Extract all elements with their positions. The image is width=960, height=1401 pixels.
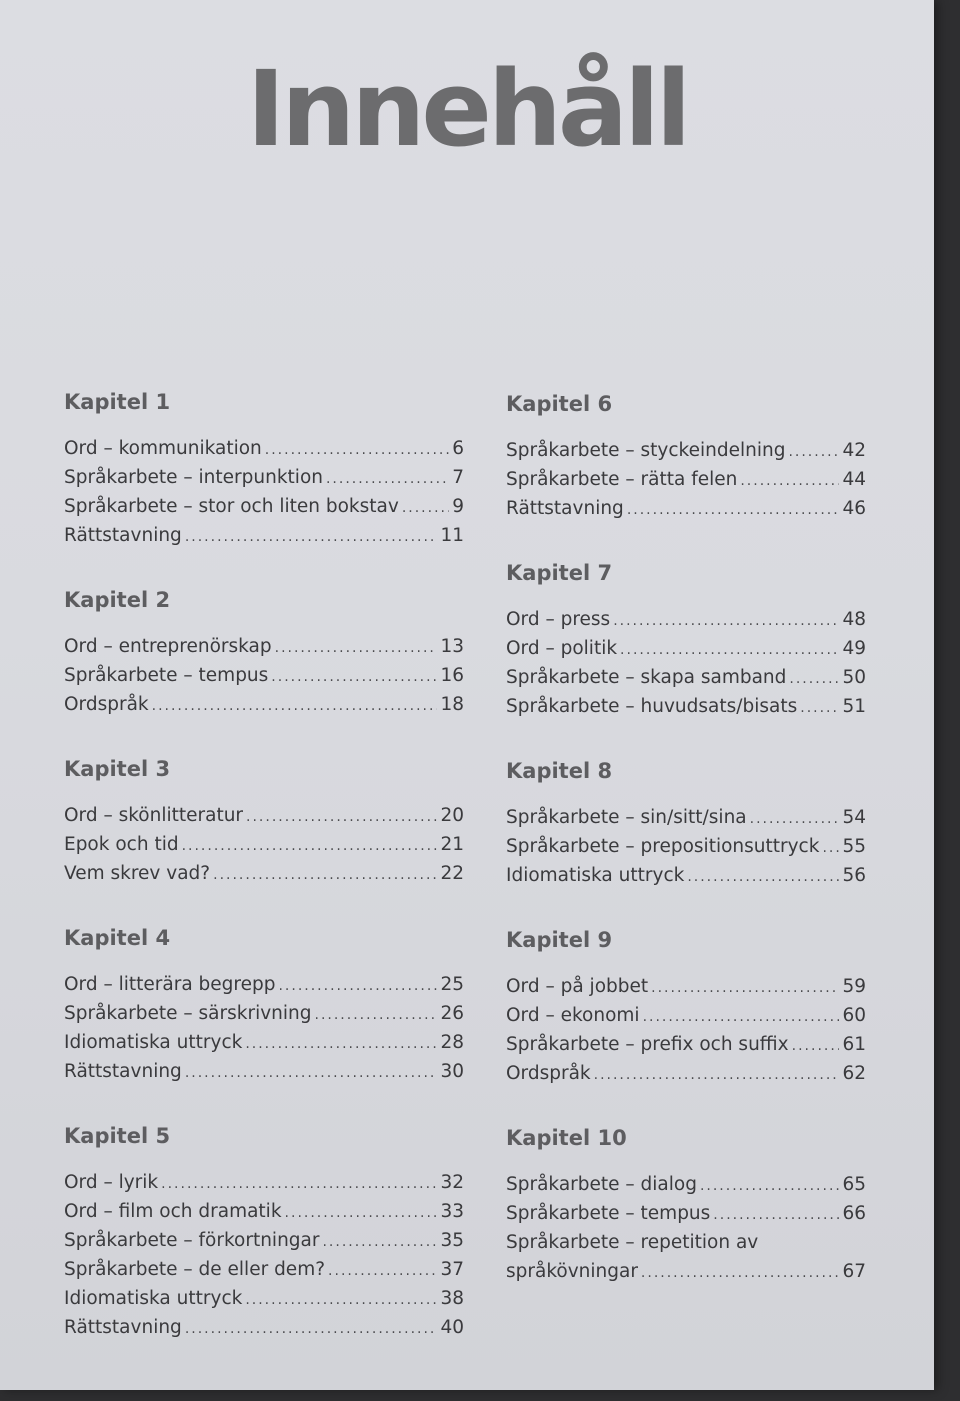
toc-entry-label: Ord – på jobbet (506, 976, 649, 997)
toc-entry-page-number: 32 (440, 1172, 464, 1193)
toc-entry-label: Vem skrev vad? (64, 863, 211, 884)
chapter-heading: Kapitel 10 (506, 1126, 627, 1150)
dot-leader (185, 1059, 438, 1088)
dot-leader (213, 861, 437, 890)
toc-entry (506, 465, 866, 494)
toc-entry-label: Ord – lyrik (64, 1172, 159, 1193)
chapter-section (64, 757, 464, 888)
dot-leader (322, 1228, 437, 1257)
toc-entry (506, 1059, 866, 1088)
chapter-heading: Kapitel 6 (506, 392, 613, 416)
dot-leader (245, 1286, 437, 1315)
toc-entry (64, 434, 464, 463)
toc-entry-page-number: 59 (842, 976, 866, 997)
chapter-section (64, 390, 464, 550)
toc-entry-page-number: 16 (440, 665, 464, 686)
toc-entry-label: Språkarbete – interpunktion (64, 467, 323, 488)
toc-entry (506, 663, 866, 692)
toc-entry-page-number: 56 (842, 865, 866, 886)
toc-entry-label: Ordspråk (64, 694, 149, 715)
toc-entry (64, 1168, 464, 1197)
toc-entry-page-number: 44 (842, 469, 866, 490)
toc-entry-page-number: 28 (440, 1032, 464, 1053)
toc-entry-page-number: 11 (440, 525, 464, 546)
toc-entry (64, 1284, 464, 1313)
page-title: Innehåll (246, 48, 688, 170)
toc-entry (506, 861, 866, 890)
toc-entry-label: Ord – politik (506, 638, 618, 659)
dot-leader (315, 1001, 438, 1030)
toc-entry-label: Ord – skönlitteratur (64, 805, 244, 826)
toc-entry-page-number: 6 (452, 438, 464, 459)
toc-entry (64, 830, 464, 859)
dot-leader (643, 1003, 840, 1032)
toc-entry-label: Ord – entreprenörskap (64, 636, 272, 657)
chapter-section (64, 1124, 464, 1342)
toc-entry (506, 1001, 866, 1030)
toc-entry-page-number: 13 (440, 636, 464, 657)
toc-entry (506, 1170, 866, 1199)
toc-entry (64, 859, 464, 888)
toc-entry-page-number: 38 (440, 1288, 464, 1309)
dot-leader (641, 1259, 840, 1288)
dot-leader (328, 1257, 437, 1286)
toc-column-right (506, 392, 866, 1324)
toc-entry-label: Språkarbete – styckeindelning (506, 440, 786, 461)
toc-entry (64, 1057, 464, 1086)
toc-entry-label: Språkarbete – rätta felen (506, 469, 738, 490)
dot-leader (713, 1201, 839, 1230)
toc-entry-page-number: 61 (842, 1034, 866, 1055)
chapter-section (506, 928, 866, 1088)
toc-entry-page-number: 46 (842, 498, 866, 519)
toc-entry (64, 463, 464, 492)
toc-entry (64, 1028, 464, 1057)
dot-leader (594, 1061, 840, 1090)
dot-leader (687, 863, 839, 892)
toc-entry-page-number: 30 (440, 1061, 464, 1082)
dot-leader (700, 1172, 840, 1201)
toc-entry-label: Språkarbete – huvudsats/bisats (506, 696, 798, 717)
toc-entry (506, 494, 866, 523)
toc-entry-page-number: 66 (842, 1203, 866, 1224)
toc-column-left (64, 390, 464, 1380)
toc-entry-label: Rättstavning (64, 1317, 182, 1338)
toc-entry-label: Ord – kommunikation (64, 438, 262, 459)
toc-entry (64, 801, 464, 830)
chapter-section (506, 1126, 866, 1286)
toc-entry-label: Språkarbete – sin/sitt/sina (506, 807, 747, 828)
toc-entry-label: Språkarbete – repetition av (506, 1232, 759, 1253)
chapter-section (64, 588, 464, 719)
toc-entry (506, 972, 866, 1001)
chapter-heading: Kapitel 8 (506, 759, 613, 783)
toc-entry-label: Ordspråk (506, 1063, 591, 1084)
toc-entry-page-number: 50 (842, 667, 866, 688)
toc-entry (64, 661, 464, 690)
toc-entry-page-number: 25 (440, 974, 464, 995)
toc-entry-page-number: 40 (440, 1317, 464, 1338)
toc-entry-label: Språkarbete – särskrivning (64, 1003, 312, 1024)
chapter-heading: Kapitel 7 (506, 561, 613, 585)
toc-entry-label: Epok och tid (64, 834, 179, 855)
dot-leader (161, 1170, 437, 1199)
chapter-heading: Kapitel 5 (64, 1124, 171, 1148)
toc-entry (64, 970, 464, 999)
dot-leader (265, 436, 449, 465)
toc-entry-label: Språkarbete – prefix och suffix (506, 1034, 789, 1055)
dot-leader (750, 805, 840, 834)
dot-leader (627, 496, 840, 525)
dot-leader (800, 694, 839, 723)
toc-entry-label: Språkarbete – dialog (506, 1174, 697, 1195)
toc-entry (64, 492, 464, 521)
toc-entry-label: Idiomatiska uttryck (64, 1288, 243, 1309)
toc-entry-page-number: 42 (842, 440, 866, 461)
toc-entry (506, 605, 866, 634)
toc-entry (64, 1197, 464, 1226)
chapter-heading: Kapitel 3 (64, 757, 171, 781)
dot-leader (275, 634, 438, 663)
dot-leader (278, 972, 437, 1001)
dot-leader (182, 832, 438, 861)
dot-leader (326, 465, 449, 494)
toc-entry-label: Språkarbete – tempus (64, 665, 269, 686)
dot-leader (185, 1315, 438, 1344)
toc-entry (64, 1255, 464, 1284)
toc-entry-label: Språkarbete – tempus (506, 1203, 711, 1224)
toc-entry-page-number: 60 (842, 1005, 866, 1026)
toc-entry-label: Rättstavning (64, 1061, 182, 1082)
toc-entry-label: Ord – press (506, 609, 611, 630)
toc-entry-page-number: 20 (440, 805, 464, 826)
toc-entry-label: Ord – ekonomi (506, 1005, 640, 1026)
toc-entry-label: Ord – film och dramatik (64, 1201, 282, 1222)
toc-entry (506, 1030, 866, 1059)
toc-entry-label: Ord – litterära begrepp (64, 974, 276, 995)
toc-entry-page-number: 49 (842, 638, 866, 659)
dot-leader (271, 663, 437, 692)
toc-entry (64, 1226, 464, 1255)
dot-leader (822, 834, 839, 863)
dot-leader (792, 1032, 840, 1061)
dot-leader (402, 494, 449, 523)
toc-entry-page-number: 26 (440, 1003, 464, 1024)
toc-entry-page-number: 33 (440, 1201, 464, 1222)
toc-entry (506, 1199, 866, 1228)
toc-entry-label: Rättstavning (506, 498, 624, 519)
toc-entry-label: Språkarbete – stor och liten bokstav (64, 496, 399, 517)
toc-entry-page-number: 48 (842, 609, 866, 630)
chapter-heading: Kapitel 2 (64, 588, 171, 612)
toc-entry-page-number: 51 (842, 696, 866, 717)
dot-leader (246, 803, 437, 832)
toc-entry-page-number: 54 (842, 807, 866, 828)
toc-entry-page-number: 65 (842, 1174, 866, 1195)
chapter-heading: Kapitel 1 (64, 390, 171, 414)
toc-entry (64, 1313, 464, 1342)
dot-leader (613, 607, 839, 636)
dot-leader (620, 636, 839, 665)
chapter-section (506, 392, 866, 523)
toc-entry-label: Språkarbete – förkortningar (64, 1230, 320, 1251)
toc-entry-label: Idiomatiska uttryck (64, 1032, 243, 1053)
toc-entry (506, 692, 866, 721)
toc-entry-page-number: 37 (440, 1259, 464, 1280)
toc-entry (506, 436, 866, 465)
toc-entry (64, 999, 464, 1028)
dot-leader (651, 974, 839, 1003)
chapter-heading: Kapitel 4 (64, 926, 171, 950)
toc-entry (64, 632, 464, 661)
toc-entry (506, 1228, 866, 1286)
toc-entry-page-number: 9 (452, 496, 464, 517)
toc-entry-page-number: 35 (440, 1230, 464, 1251)
toc-entry-label: Språkarbete – prepositionsuttryck (506, 836, 820, 857)
toc-entry-page-number: 21 (440, 834, 464, 855)
dot-leader (152, 692, 438, 721)
toc-entry (64, 690, 464, 719)
toc-entry-label: Språkarbete – skapa samband (506, 667, 787, 688)
chapter-heading: Kapitel 9 (506, 928, 613, 952)
toc-entry-label: Idiomatiska uttryck (506, 865, 685, 886)
chapter-section (64, 926, 464, 1086)
dot-leader (740, 467, 839, 496)
toc-entry-label: Språkarbete – de eller dem? (64, 1259, 326, 1280)
dot-leader (789, 665, 839, 694)
dot-leader (245, 1030, 437, 1059)
dot-leader (285, 1199, 438, 1228)
toc-entry-page-number: 22 (440, 863, 464, 884)
toc-entry-label: Rättstavning (64, 525, 182, 546)
chapter-section (506, 759, 866, 890)
toc-entry (506, 832, 866, 861)
dot-leader (185, 523, 438, 552)
toc-entry-page-number: 55 (842, 836, 866, 857)
toc-entry (506, 803, 866, 832)
toc-entry-label-continued: språkövningar (506, 1261, 638, 1282)
toc-entry-page-number: 67 (842, 1261, 866, 1282)
toc-entry-page-number: 18 (440, 694, 464, 715)
toc-entry-page-number: 7 (452, 467, 464, 488)
dot-leader (788, 438, 839, 467)
toc-entry-page-number: 62 (842, 1063, 866, 1084)
toc-entry (506, 634, 866, 663)
toc-entry (64, 521, 464, 550)
chapter-section (506, 561, 866, 721)
